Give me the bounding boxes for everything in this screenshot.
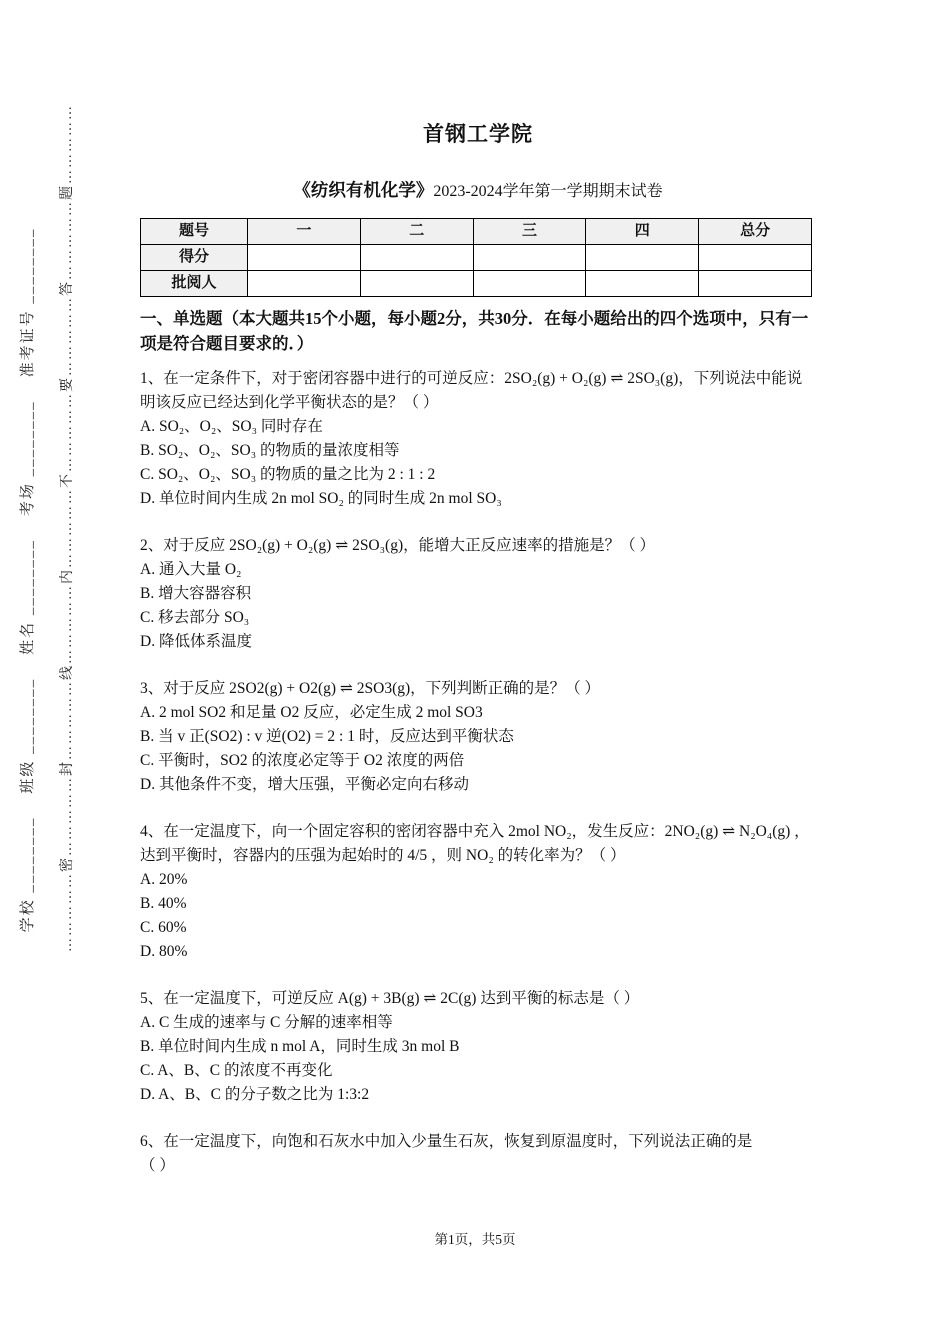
question-block — [140, 677, 816, 797]
question-block — [140, 987, 816, 1107]
page-title: 首钢工学院 — [423, 122, 533, 146]
question-option: A. 2 mol SO2 和足量 O2 反应，必定生成 2 mol SO3 — [140, 704, 483, 722]
question-option: C. 移去部分 SO₃ — [140, 608, 250, 626]
question-option: B. 40% — [140, 895, 187, 913]
question-option: D. 降低体系温度 — [140, 633, 252, 650]
score-row — [141, 245, 812, 271]
question-option: B. SO₂、O₂、SO₃ 的物质的量浓度相等 — [140, 441, 400, 459]
question-option: C. 平衡时，SO2 的浓度必定等于 O2 浓度的两倍 — [140, 752, 465, 770]
question-answer-blank: （ ） — [140, 1157, 175, 1175]
question-stem: 4、在一定温度下，向一个固定容积的密闭容器中充入 2mol NO₂，发生反应：2NO₂(g) ⇌ N₂O₄(g) ，达到平衡时，容器内的压强为起始时的 4/5 ，则 NO₂ 的转化率为？（ ） — [140, 823, 810, 865]
question-stem: 2、对于反应 2SO₂(g) + O₂(g) ⇌ 2SO₃(g)，能增大正反应速率的措施是？（ ） — [140, 536, 655, 554]
question-option: A. C 生成的速率与 C 分解的速率相等 — [140, 1014, 393, 1032]
score-blank-cell — [248, 245, 361, 271]
score-blank-cell — [699, 271, 812, 297]
score-blank-cell — [699, 245, 812, 271]
course-name: 《纺织有机化学》 — [293, 179, 434, 200]
score-header-cell: 题号 — [141, 219, 248, 245]
question-option: B. 增大容器容积 — [140, 584, 252, 602]
score-blank-cell — [586, 245, 699, 271]
reviewer-row — [141, 271, 812, 297]
score-table — [140, 218, 812, 297]
question-option: A. 20% — [140, 871, 188, 889]
question-block — [140, 820, 816, 964]
question-block — [140, 534, 816, 654]
question-stem: 1、在一定条件下，对于密闭容器中进行的可逆反应：2SO₂(g) + O₂(g) ⇌ 2SO₃(g)，下列说法中能说明该反应已经达到化学平衡状态的是？（ ） — [140, 369, 803, 411]
question-option: D. A、B、C 的分子数之比为 1:3:2 — [140, 1086, 370, 1104]
question-block — [140, 1130, 816, 1178]
question-option: B. 当 v 正(SO2) : v 逆(O2) = 2 : 1 时，反应达到平衡状态 — [140, 728, 514, 746]
score-blank-cell — [360, 245, 473, 271]
question-option: C. SO₂、O₂、SO₃ 的物质的量之比为 2 : 1 : 2 — [140, 465, 436, 483]
score-row-label: 批阅人 — [141, 271, 248, 297]
question-block — [140, 367, 816, 511]
question-option: A. 通入大量 O₂ — [140, 560, 242, 578]
seal-line-text: ……………密……………封……………线……………内……………不……………要……………答……………题…………… — [60, 104, 75, 952]
section-heading: 一、单选题（本大题共15个小题，每小题2分，共30分．在每小题给出的四个选项中，只有一项是符合题目要求的．） — [140, 309, 809, 354]
score-blank-cell — [360, 271, 473, 297]
score-header-cell: 总分 — [699, 219, 812, 245]
question-option: D. 单位时间内生成 2n mol SO₂ 的同时生成 2n mol SO₃ — [140, 489, 502, 507]
question-option: A. SO₂、O₂、SO₃ 同时存在 — [140, 417, 323, 435]
question-option: B. 单位时间内生成 n mol A，同时生成 3n mol B — [140, 1038, 460, 1056]
page-footer: 第1页，共5页 — [434, 1232, 516, 1247]
score-row-label: 得分 — [141, 245, 248, 271]
question-option: C. 60% — [140, 919, 187, 937]
score-header-cell: 一 — [248, 219, 361, 245]
score-blank-cell — [473, 245, 586, 271]
question-option: D. 其他条件不变，增大压强，平衡必定向右移动 — [140, 776, 469, 794]
exam-session: 2023-2024学年第一学期期末试卷 — [433, 182, 663, 200]
score-blank-cell — [248, 271, 361, 297]
score-blank-cell — [586, 271, 699, 297]
score-table-header-row — [141, 219, 812, 245]
question-stem: 3、对于反应 2SO2(g) + O2(g) ⇌ 2SO3(g)，下列判断正确的是？（ ） — [140, 680, 601, 698]
seal-fields-text: 学校 ________ 班级 ________ 姓名 ________ 考场 ________ 准考证号 ________ — [20, 227, 36, 933]
question-stem: 5、在一定温度下，可逆反应 A(g) + 3B(g) ⇌ 2C(g) 达到平衡的标志是（ ） — [140, 990, 640, 1008]
exam-subtitle — [140, 177, 816, 205]
question-option: D. 80% — [140, 943, 188, 961]
score-header-cell: 四 — [586, 219, 699, 245]
score-blank-cell — [473, 271, 586, 297]
score-header-cell: 二 — [360, 219, 473, 245]
question-option: C. A、B、C 的浓度不再变化 — [140, 1062, 333, 1080]
score-header-cell: 三 — [473, 219, 586, 245]
question-stem: 6、在一定温度下，向饱和石灰水中加入少量生石灰，恢复到原温度时，下列说法正确的是 — [140, 1133, 753, 1151]
exam-content — [140, 118, 816, 1201]
